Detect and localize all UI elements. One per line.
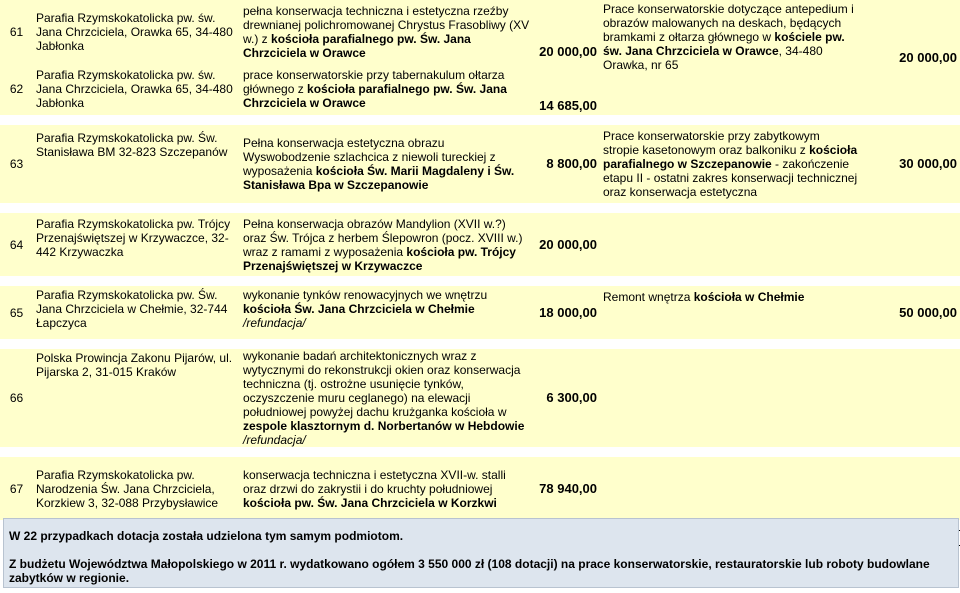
scope-cell: Pełna konserwacja estetyczna obrazu Wyswobodzenie szlachcica z niewoli tureckiej z wyposażenia kościoła Św. Marii Magdaleny i Św. Stanisława Bpa w Szczepanowie	[240, 125, 535, 203]
applicant-cell: Parafia Rzymskokatolicka pw. Św. Jana Chrzciciela w Chełmie, 32-744 Łapczyca	[33, 286, 240, 339]
row-number: 65	[0, 286, 33, 339]
requested-amount: 20 000,00	[535, 0, 600, 63]
effect-cell: Prace konserwatorskie dotyczące antepedium i obrazów malowanych na deskach, będących bramkami z ołtarza głównego w kościele pw. św. Jana Chrzciciela w Orawce, 34-480 Orawka, nr 65	[600, 0, 861, 115]
effect-cell-empty	[600, 213, 861, 276]
table-row	[0, 213, 960, 276]
requested-amount: 6 300,00	[535, 349, 600, 447]
row-number: 64	[0, 213, 33, 276]
row-number: 63	[0, 125, 33, 203]
requested-amount: 78 940,00	[535, 457, 600, 520]
applicant-cell: Polska Prowincja Zakonu Pijarów, ul. Pijarska 2, 31-015 Kraków	[33, 349, 240, 447]
granted-cell-empty	[861, 457, 960, 520]
applicant-cell: Parafia Rzymskokatolicka pw. św. Jana Chrzciciela, Orawka 65, 34-480 Jabłonka	[33, 63, 240, 115]
row-number: 61	[0, 0, 33, 63]
effect-cell-empty	[600, 349, 861, 447]
granted-amount: 50 000,00	[861, 286, 960, 339]
scope-cell: Pełna konserwacja obrazów Mandylion (XVII w.?) oraz Św. Trójca z herbem Ślepowron (pocz. XVIII w.) wraz z ramami z wyposażenia kościoła pw. Trójcy Przenajświętszej w Krzywaczce	[240, 213, 535, 276]
requested-amount: 8 800,00	[535, 125, 600, 203]
granted-amount: 20 000,00	[861, 0, 960, 115]
scope-cell: wykonanie badań architektonicznych wraz z wytycznymi do rekonstrukcji okien oraz konserwacja techniczna (tj. ostrożne usunięcie tynków, oczyszczenie muru ceglanego) na elewacji południowej powyżej dachu krużganka kościoła w zespole klasztornym d. Norbertanów w Hebdowie /refundacja/	[240, 349, 535, 447]
requested-amount: 18 000,00	[535, 286, 600, 339]
table-row	[0, 457, 960, 520]
scope-cell: konserwacja techniczna i estetyczna XVII-w. stalli oraz drzwi do zakrystii i do kruchty południowej kościoła pw. Św. Jana Chrzciciela w Korzkwi	[240, 457, 535, 520]
scope-cell: pełna konserwacja techniczna i estetyczna rzeźby drewnianej polichromowanej Chrystus Frasobliwy (XV w.) z kościoła parafialnego pw. Św. Jana Chrzciciela w Orawce	[240, 0, 535, 63]
table-row	[0, 0, 960, 63]
row-number: 66	[0, 349, 33, 447]
requested-amount: 20 000,00	[535, 213, 600, 276]
granted-cell-empty	[861, 213, 960, 276]
table-row	[0, 349, 960, 447]
row-number: 67	[0, 457, 33, 520]
requested-amount: 14 685,00	[535, 63, 600, 115]
granted-cell-empty	[861, 349, 960, 447]
effect-cell: Prace konserwatorskie przy zabytkowym stropie kasetonowym oraz balkoniku z kościoła parafialnego w Szczepanowie - zakończenie etapu II - ostatni zakres konserwacji technicznej oraz konserwacja estetyczna	[600, 125, 861, 203]
applicant-cell: Parafia Rzymskokatolicka pw. Św. Stanisława BM 32-823 Szczepanów	[33, 125, 240, 203]
note-line-2: Z budżetu Województwa Małopolskiego w 2011 r. wydatkowano ogółem 3 550 000 zł (108 dotacji) na prace konserwatorskie, restauratorskie lub roboty budowlane zabytków w regionie.	[9, 557, 930, 585]
scope-cell: wykonanie tynków renowacyjnych we wnętrzu kościoła Św. Jana Chrzciciela w Chełmie /refundacja/	[240, 286, 535, 339]
applicant-cell: Parafia Rzymskokatolicka pw. Narodzenia Św. Jana Chrzciciela, Korzkiew 3, 32-088 Przybysławice	[33, 457, 240, 520]
effect-cell: Remont wnętrza kościoła w Chełmie	[600, 286, 861, 339]
applicant-cell: Parafia Rzymskokatolicka pw. św. Jana Chrzciciela, Orawka 65, 34-480 Jabłonka	[33, 0, 240, 63]
scope-cell: prace konserwatorskie przy tabernakulum ołtarza głównego z kościoła parafialnego pw. Św. Jana Chrzciciela w Orawce	[240, 63, 535, 115]
row-number: 62	[0, 63, 33, 115]
applicant-cell: Parafia Rzymskokatolicka pw. Trójcy Przenajświętszej w Krzywaczce, 32-442 Krzywaczka	[33, 213, 240, 276]
note-line-1: W 22 przypadkach dotacja została udzielona tym samym podmiotom.	[9, 529, 404, 543]
effect-cell-empty	[600, 457, 861, 520]
notes-box	[3, 518, 959, 588]
granted-amount: 30 000,00	[861, 125, 960, 203]
table-row	[0, 125, 960, 203]
table-row	[0, 286, 960, 339]
